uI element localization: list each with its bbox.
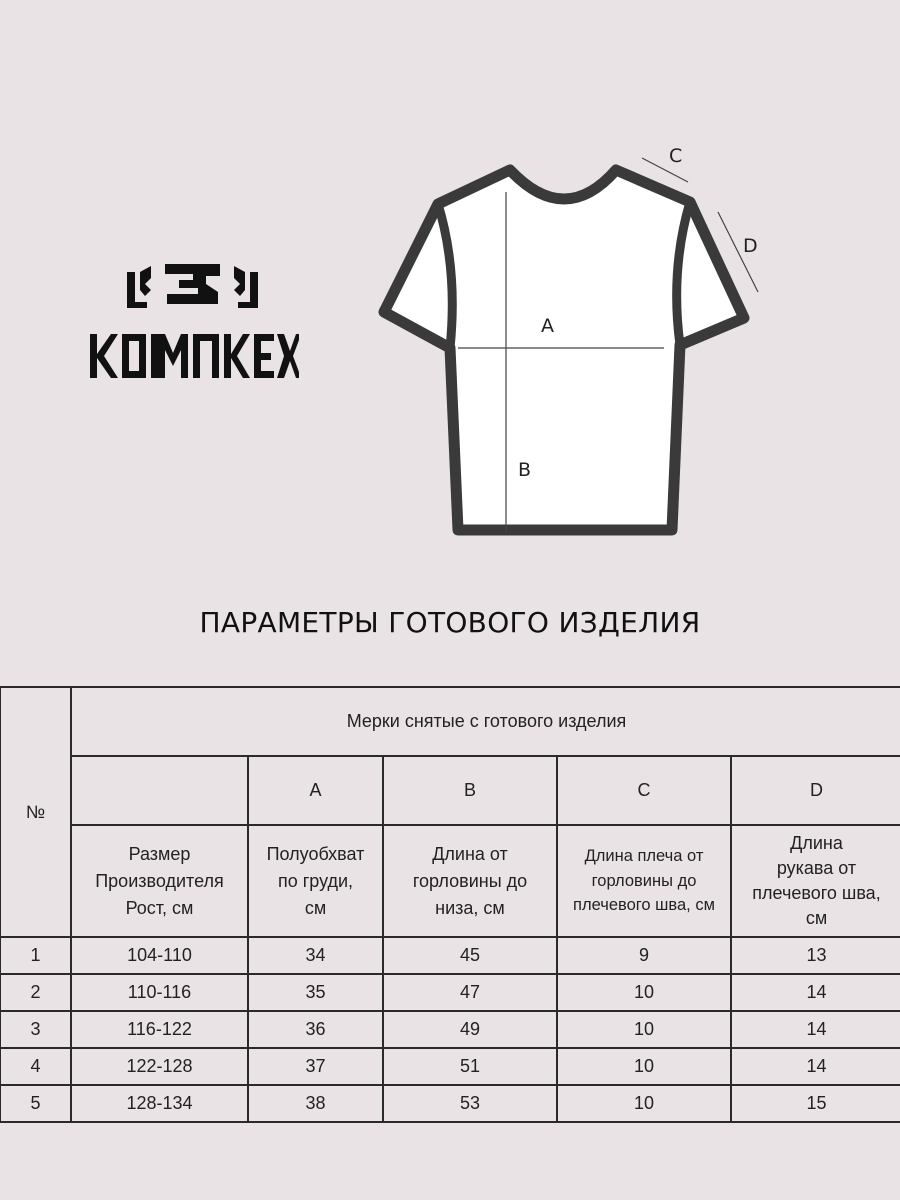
desc-line: Длина плеча от [584, 846, 704, 865]
cell-a: 37 [248, 1048, 383, 1085]
desc-line: низа, см [435, 897, 505, 918]
desc-line: рукава от [776, 857, 857, 878]
cell-c: 10 [557, 1085, 731, 1122]
desc-line: Полуобхват [266, 843, 365, 864]
header-size-line: Рост, см [125, 897, 194, 918]
cell-a: 38 [248, 1085, 383, 1122]
cell-size: 128-134 [71, 1085, 248, 1122]
desc-line: см [805, 908, 828, 929]
cell-size: 116-122 [71, 1011, 248, 1048]
cell-size: 110-116 [71, 974, 248, 1011]
cell-c: 9 [557, 937, 731, 974]
header-letter-a: A [248, 756, 383, 825]
size-table [0, 686, 900, 1123]
cell-number: 1 [0, 937, 71, 974]
label-a: A [541, 315, 554, 337]
cell-b: 45 [383, 937, 557, 974]
cell-b: 53 [383, 1085, 557, 1122]
header-letter-c: C [557, 756, 731, 825]
cell-c: 10 [557, 1011, 731, 1048]
desc-line: Длина от [432, 843, 508, 864]
cell-b: 47 [383, 974, 557, 1011]
tshirt-outline [384, 170, 744, 530]
desc-line: горловины до [591, 871, 697, 890]
header-number: № [0, 687, 71, 937]
header-size [71, 825, 248, 937]
header-desc-a [248, 825, 383, 937]
cell-number: 3 [0, 1011, 71, 1048]
table-row [0, 937, 900, 974]
desc-line: по груди, [277, 870, 354, 891]
cell-a: 36 [248, 1011, 383, 1048]
table-row [0, 1011, 900, 1048]
header-letter-b: B [383, 756, 557, 825]
header-desc-d [731, 825, 900, 937]
table-row [0, 1048, 900, 1085]
header-letter-d: D [731, 756, 900, 825]
cell-d: 14 [731, 974, 900, 1011]
desc-line: горловины до [412, 870, 528, 891]
header-group: Мерки снятые с готового изделия [71, 687, 900, 756]
label-b: B [518, 459, 532, 481]
cell-a: 34 [248, 937, 383, 974]
desc-line: Длина [790, 832, 843, 853]
cell-number: 5 [0, 1085, 71, 1122]
desc-line: см [304, 897, 327, 918]
tshirt-diagram [370, 140, 770, 545]
table-row [0, 974, 900, 1011]
cell-b: 49 [383, 1011, 557, 1048]
cell-d: 14 [731, 1048, 900, 1085]
cell-c: 10 [557, 1048, 731, 1085]
header-size-line: Производителя [95, 870, 224, 891]
cell-c: 10 [557, 974, 731, 1011]
cell-size: 104-110 [71, 937, 248, 974]
cell-a: 35 [248, 974, 383, 1011]
cell-d: 15 [731, 1085, 900, 1122]
table-row [0, 1085, 900, 1122]
cell-number: 2 [0, 974, 71, 1011]
page-title: ПАРАМЕТРЫ ГОТОВОГО ИЗДЕЛИЯ [199, 606, 701, 639]
cell-size: 122-128 [71, 1048, 248, 1085]
brand-logo [85, 258, 300, 388]
desc-line: плечевого шва, см [573, 896, 715, 915]
cell-number: 4 [0, 1048, 71, 1085]
cell-d: 13 [731, 937, 900, 974]
cell-d: 14 [731, 1011, 900, 1048]
header-desc-c [557, 825, 731, 937]
label-c: C [669, 145, 683, 167]
desc-line: плечевого шва, [752, 883, 881, 903]
cell-b: 51 [383, 1048, 557, 1085]
label-d: D [743, 235, 758, 257]
header-desc-b [383, 825, 557, 937]
header-size-line: Размер [128, 843, 191, 864]
header-blank [71, 756, 248, 825]
